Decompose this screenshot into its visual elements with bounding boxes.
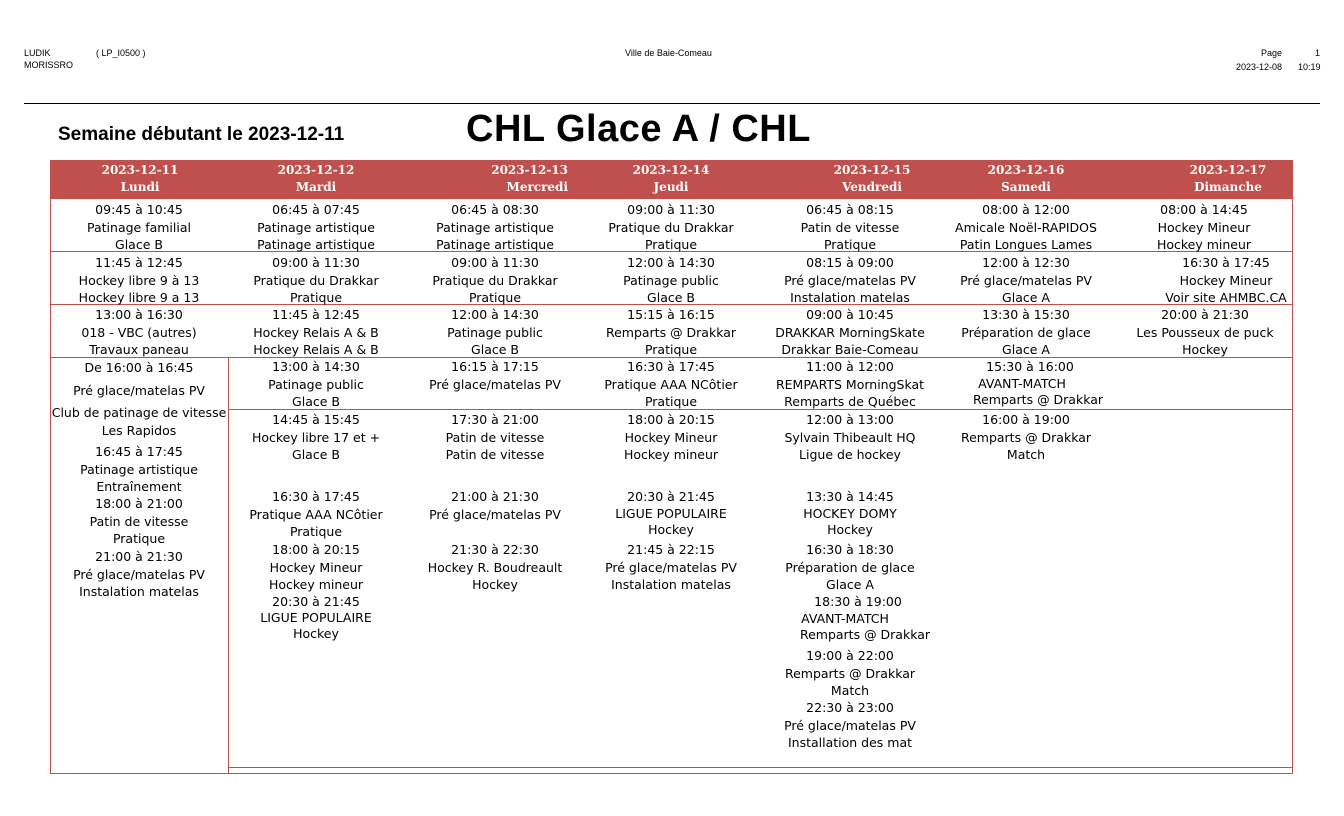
event-block (606, 306, 736, 359)
row-divider (228, 767, 1293, 768)
event-detail: Hockey mineur (1156, 237, 1252, 252)
event-detail: Match (1006, 447, 1046, 462)
event-detail: Instalation matelas (611, 577, 731, 592)
event-activity: Pratique AAA NCôtier (604, 376, 738, 392)
event-activity: Amicale Noël-RAPIDOS (955, 219, 1097, 235)
event-detail: Glace A (826, 577, 874, 592)
event-time: 09:45 à 10:45 (95, 202, 183, 217)
event-block (260, 594, 372, 642)
header-rule (24, 103, 1320, 104)
event-time: 22:30 à 23:00 (806, 700, 894, 715)
week-label: Semaine débutant le 2023-12-11 (58, 124, 345, 145)
day-name: Mercredi (506, 180, 568, 194)
event-activity: Patinage public (268, 376, 364, 392)
event-detail: Installation des mat (787, 735, 913, 750)
event-block (623, 254, 719, 307)
event-detail: Patinage artistique (257, 237, 375, 252)
event-activity: Pré glace/matelas PV (605, 559, 737, 575)
event-block (961, 411, 1091, 464)
event-activity: Sylvain Thibeault HQ (784, 429, 916, 445)
report-date: 2023-12-08 (1236, 62, 1283, 72)
event-block (785, 647, 915, 700)
event-activity: Hockey R. Boudreault (427, 559, 563, 575)
event-detail: Travaux paneau (89, 342, 189, 357)
event-activity: Remparts @ Drakkar (960, 429, 1092, 445)
event-detail: Hockey (827, 522, 873, 537)
event-block (784, 411, 915, 464)
event-activity: Hockey Mineur (269, 559, 363, 575)
event-time: 13:00 à 16:30 (95, 307, 183, 322)
report-time: 10:19 (1298, 62, 1321, 72)
event-activity: AVANT-MATCH (801, 610, 889, 626)
event-activity: Pré glace/matelas PV (73, 382, 205, 398)
event-time: 20:00 à 21:30 (1161, 307, 1249, 322)
day-header-thursday (621, 162, 721, 196)
event-activity: Hockey libre 9 à 13 (78, 272, 200, 288)
event-detail: Pratique (112, 531, 166, 546)
event-time: 08:15 à 09:00 (806, 255, 894, 270)
event-time: 20:30 à 21:45 (272, 594, 360, 609)
event-time: 09:00 à 11:30 (627, 202, 715, 217)
day-date: 2023-12-15 (833, 163, 911, 177)
event-activity: HOCKEY DOMY (803, 505, 897, 521)
event-block (79, 254, 200, 307)
event-time: 09:00 à 10:45 (806, 307, 894, 322)
event-block (80, 443, 198, 496)
event-time: 18:30 à 19:00 (814, 594, 902, 609)
event-block (269, 541, 363, 594)
event-block (775, 306, 925, 359)
event-block (429, 488, 561, 523)
event-detail: Hockey mineur (268, 577, 364, 592)
event-detail: Glace B (471, 342, 519, 357)
day-header-monday (90, 162, 190, 196)
event-block (87, 201, 191, 254)
day-header-sunday (1178, 162, 1278, 196)
event-detail: Hockey (293, 626, 339, 641)
event-block (428, 541, 563, 594)
event-time: 16:30 à 17:45 (272, 489, 360, 504)
event-activity: Patin de vitesse (800, 219, 900, 235)
event-activity: Pratique du Drakkar (432, 272, 558, 288)
day-header-wednesday (468, 162, 568, 196)
day-name: Dimanche (1194, 180, 1262, 194)
event-time: 15:15 à 16:15 (627, 307, 715, 322)
event-time: 14:45 à 15:45 (272, 412, 360, 427)
event-detail: Hockey libre 9 a 13 (78, 290, 200, 305)
day-date: 2023-12-12 (277, 163, 355, 177)
event-block (803, 489, 897, 539)
event-time: 16:45 à 17:45 (95, 444, 183, 459)
event-time: 12:00 à 13:00 (806, 412, 894, 427)
event-block (249, 488, 382, 541)
event-block (252, 411, 380, 464)
event-activity: Patinage artistique (257, 219, 375, 235)
day-header-tuesday (266, 162, 366, 196)
event-block (253, 306, 379, 359)
event-detail: Pratique (468, 290, 522, 305)
event-block (447, 306, 543, 359)
event-activity: Hockey Mineur (1179, 272, 1273, 288)
event-detail: Pratique (644, 342, 698, 357)
event-block (608, 201, 733, 254)
event-activity: Patinage artistique (436, 219, 554, 235)
event-time: 20:30 à 21:45 (627, 489, 715, 504)
event-detail: Glace A (1002, 290, 1050, 305)
event-time: 11:45 à 12:45 (95, 255, 183, 270)
event-detail: Patin de vitesse (445, 447, 545, 462)
day-header-friday (822, 162, 922, 196)
event-time: 06:45 à 07:45 (272, 202, 360, 217)
event-activity: Pré glace/matelas PV (784, 717, 916, 733)
event-block (446, 411, 545, 464)
event-activity: DRAKKAR MorningSkate (775, 324, 925, 340)
event-activity: Patinage familial (87, 219, 191, 235)
event-detail: Match (830, 683, 870, 698)
event-time: 16:15 à 17:15 (451, 359, 539, 374)
event-block (785, 541, 914, 594)
event-block (615, 489, 727, 539)
event-detail: Hockey (648, 522, 694, 537)
event-detail: Glace B (292, 394, 340, 409)
event-detail: Pratique (823, 237, 877, 252)
event-block (268, 358, 364, 411)
event-detail: Glace B (647, 290, 695, 305)
system-name: LUDIK (24, 48, 51, 58)
event-activity: Pratique AAA NCôtier (249, 506, 383, 522)
event-time: 08:00 à 12:00 (982, 202, 1070, 217)
row-divider (228, 409, 1293, 410)
event-detail: Remparts @ Drakkar (972, 392, 1104, 407)
event-block (784, 699, 916, 752)
report-code: ( LP_I0500 ) (96, 48, 146, 58)
event-detail: Instalation matelas (79, 584, 199, 599)
event-detail: Glace A (1002, 342, 1050, 357)
event-detail: Voir site AHMBC.CA (1165, 290, 1287, 305)
event-time: 08:00 à 14:45 (1160, 202, 1248, 217)
event-time: 21:30 à 22:30 (451, 542, 539, 557)
event-block (624, 411, 718, 464)
page-title: CHL Glace A / CHL (466, 108, 811, 150)
event-time: 12:00 à 14:30 (627, 255, 715, 270)
event-time: De 16:00 à 16:45 (84, 360, 194, 375)
event-detail: Patin Longues Lames (959, 237, 1093, 252)
event-detail: Les Rapidos (101, 422, 177, 438)
event-activity: Pré glace/matelas PV (73, 566, 205, 582)
event-activity: AVANT-MATCH (978, 375, 1066, 391)
event-detail: Hockey Relais A & B (253, 342, 379, 357)
event-detail: Ligue de hockey (799, 447, 901, 462)
event-block (90, 495, 189, 548)
event-detail: Entraînement (96, 479, 182, 494)
event-block (81, 306, 196, 359)
event-activity: Pratique du Drakkar (253, 272, 379, 288)
event-activity: Patinage public (623, 272, 719, 288)
event-activity: Pré glace/matelas PV (429, 376, 561, 392)
event-time: 21:00 à 21:30 (451, 489, 539, 504)
event-detail: Patinage artistique (436, 237, 554, 252)
page-label: Page (1261, 48, 1283, 58)
event-time: 16:30 à 18:30 (806, 542, 894, 557)
day-header-saturday (976, 162, 1076, 196)
event-activity: Pratique du Drakkar (608, 219, 734, 235)
event-detail: Instalation matelas (790, 290, 910, 305)
event-time: 13:00 à 14:30 (272, 359, 360, 374)
event-block (784, 254, 916, 307)
event-time: 06:45 à 08:15 (806, 202, 894, 217)
event-time: 16:00 à 19:00 (982, 412, 1070, 427)
day-date: 2023-12-17 (1189, 163, 1267, 177)
event-activity: Hockey Mineur (624, 429, 718, 445)
day-name: Mardi (295, 180, 337, 194)
city-name: Ville de Baie-Comeau (625, 48, 712, 58)
event-time: 11:45 à 12:45 (272, 307, 360, 322)
event-activity: Pré glace/matelas PV (429, 506, 561, 522)
event-activity: LIGUE POPULAIRE (615, 505, 727, 521)
event-block (436, 201, 554, 254)
event-block (957, 359, 1103, 409)
event-activity: 018 - VBC (autres) (81, 324, 197, 340)
event-time: 21:00 à 21:30 (95, 549, 183, 564)
user-name: MORISSRO (24, 60, 74, 70)
day-date: 2023-12-11 (101, 163, 179, 177)
event-detail: Glace B (115, 237, 163, 252)
event-activity: REMPARTS MorningSkat (775, 376, 925, 392)
event-time: 16:30 à 17:45 (627, 359, 715, 374)
event-detail: Club de patinage de vitesse (51, 405, 227, 420)
event-activity: Hockey libre 17 et + (251, 429, 381, 445)
event-activity: Patin de vitesse (445, 429, 545, 445)
event-activity: Les Pousseux de puck (1136, 324, 1274, 340)
day-date: 2023-12-16 (987, 163, 1065, 177)
event-detail: Hockey (1182, 342, 1228, 357)
event-block (961, 306, 1090, 359)
event-time: 19:00 à 22:00 (806, 648, 894, 663)
event-activity: Patinage public (447, 324, 543, 340)
event-block (1157, 201, 1251, 254)
column-divider (228, 357, 229, 774)
event-time: 17:30 à 21:00 (451, 412, 539, 427)
event-detail: Pratique (644, 394, 698, 409)
event-activity: LIGUE POPULAIRE (260, 610, 372, 625)
event-detail: Pratique (289, 524, 343, 539)
day-name: Jeudi (653, 180, 689, 194)
event-block (429, 358, 561, 393)
event-time: 21:45 à 22:15 (627, 542, 715, 557)
event-detail: Pratique (289, 290, 343, 305)
day-name: Samedi (1001, 180, 1051, 194)
event-time: 12:00 à 12:30 (982, 255, 1070, 270)
event-block (253, 254, 378, 307)
event-activity: Remparts @ Drakkar (784, 665, 916, 681)
day-date: 2023-12-13 (491, 163, 568, 177)
event-time: 09:00 à 11:30 (451, 255, 539, 270)
event-block (257, 201, 375, 254)
event-time: 11:00 à 12:00 (806, 359, 894, 374)
day-date: 2023-12-14 (632, 163, 710, 177)
event-block (605, 541, 737, 594)
event-block (801, 201, 900, 254)
event-block (52, 359, 227, 439)
event-detail: Glace B (292, 447, 340, 462)
event-time: 16:30 à 17:45 (1182, 255, 1270, 270)
event-detail: Drakkar Baie-Comeau (781, 342, 919, 357)
event-activity: Hockey Mineur (1157, 219, 1251, 235)
event-detail: Remparts @ Drakkar (799, 627, 931, 642)
event-block (955, 201, 1097, 254)
day-name: Vendredi (842, 180, 902, 194)
event-activity: Remparts @ Drakkar (605, 324, 737, 340)
event-block (960, 254, 1092, 307)
event-detail: Hockey (472, 577, 518, 592)
event-time: 13:30 à 14:45 (806, 489, 894, 504)
event-activity: Pré glace/matelas PV (784, 272, 916, 288)
event-time: 12:00 à 14:30 (451, 307, 539, 322)
event-block (776, 358, 924, 411)
event-detail: Hockey mineur (623, 447, 719, 462)
event-activity: Préparation de glace (785, 559, 915, 575)
event-time: 18:00 à 20:15 (272, 542, 360, 557)
event-activity: Préparation de glace (961, 324, 1091, 340)
event-activity: Patinage artistique (80, 461, 198, 477)
event-time: 18:00 à 20:15 (627, 412, 715, 427)
event-activity: Pré glace/matelas PV (960, 272, 1092, 288)
event-block (786, 594, 930, 644)
event-time: 13:30 à 15:30 (982, 307, 1070, 322)
page-number: 1 (1315, 48, 1321, 58)
event-block (73, 548, 205, 601)
event-block (1136, 306, 1273, 359)
event-time: 18:00 à 21:00 (95, 496, 183, 511)
event-block (432, 254, 557, 307)
event-detail: Remparts de Québec (784, 394, 916, 409)
event-time: 06:45 à 08:30 (451, 202, 539, 217)
event-activity: Patin de vitesse (89, 513, 189, 529)
event-activity: Hockey Relais A & B (253, 324, 379, 340)
event-time: 15:30 à 16:00 (986, 359, 1074, 374)
event-block (604, 358, 737, 411)
event-block (1165, 254, 1286, 307)
event-time: 09:00 à 11:30 (272, 255, 360, 270)
day-name: Lundi (120, 180, 160, 194)
event-detail: Pratique (644, 237, 698, 252)
